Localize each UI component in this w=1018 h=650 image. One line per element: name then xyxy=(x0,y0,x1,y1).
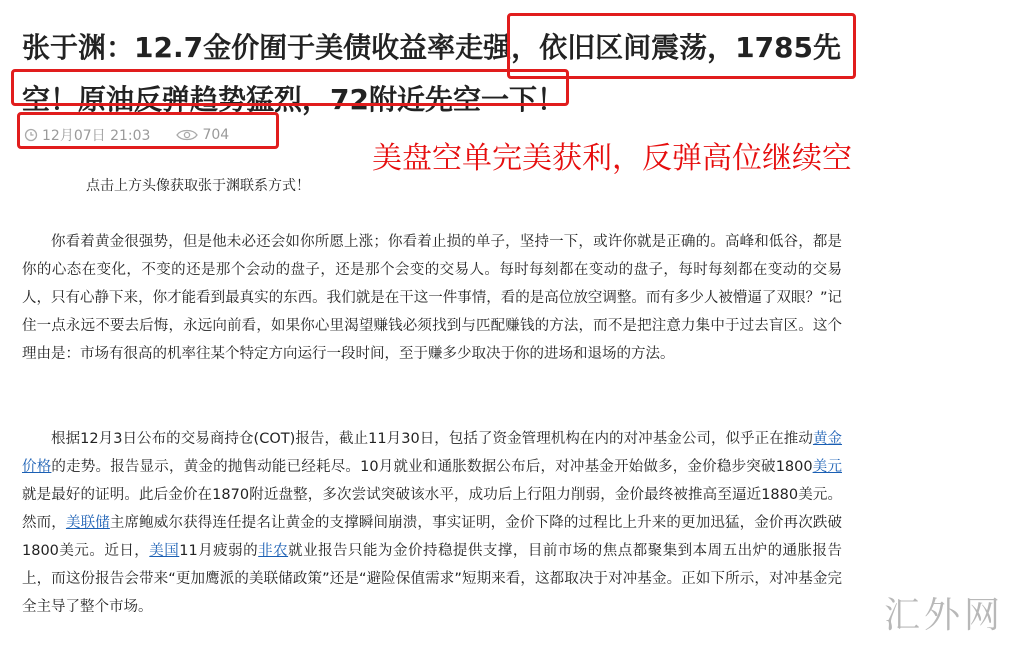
text-segment: 根据12月3日公布的交易商持仓(COT)报告，截止11月30日，包括了资金管理机构在内的对冲基金公司，似乎正在推动 xyxy=(51,431,813,447)
text-segment: 主席鲍威尔获得连任提名让黄金的支撑瞬间崩溃，事实证明，金价下降的过程比上升来的更加迅猛，金价再次跌破1800美元。近日， xyxy=(22,515,842,559)
watermark: 汇外网 xyxy=(883,595,1004,636)
highlight-box-oil xyxy=(11,69,569,106)
red-annotation: 美盘空单完美获利，反弹高位继续空 xyxy=(372,141,852,176)
text-segment: 11月疲弱的 xyxy=(179,543,259,559)
keyword-link-nfp[interactable]: 非农 xyxy=(258,543,289,559)
keyword-link-gold-price[interactable]: 黄金价格 xyxy=(22,431,843,475)
text-segment: 的走势。报告显示，黄金的抛售动能已经耗尽。10月就业和通胀数据公布后，对冲基金开始做多，金价稳步突破1800 xyxy=(51,459,813,475)
keyword-link-fed[interactable]: 美联储 xyxy=(65,515,110,531)
clock-icon xyxy=(24,128,38,142)
keyword-link-usa[interactable]: 美国 xyxy=(149,543,180,559)
publish-date: 12月07日 21:03 xyxy=(42,128,151,144)
text-segment: 就业报告只能为金价持稳提供支撑，目前市场的焦点都聚集到本周五出炉的通胀报告上，而这份报告会带来“更加鹰派的美联储政策”还是“避险保值需求”短期来看，这都取决于对冲基金。正如下所示，对冲基金完全主导了整个市场。 xyxy=(22,543,843,615)
article-meta xyxy=(24,124,229,146)
article-title: 张于渊：12.7金价囿于美债收益率走强，依旧区间震荡，1785先空！原油反弹趋势猛烈，72附近先空一下！ xyxy=(22,31,842,116)
view-count: 704 xyxy=(202,127,230,143)
text-segment: 就是最好的证明。此后金价在1870附近盘整，多次尝试突破该水平，成功后上行阻力削弱，金价最终被推高至逼近1880美元。然而， xyxy=(22,487,842,531)
paragraph-mindset: 你看着黄金很强势，但是他未必还会如你所愿上涨；你看着止损的单子，坚持一下，或许你就是正确的。高峰和低谷，都是你的心态在变化，不变的还是那个会动的盘子，还是那个会变的交易人。每时每刻都在变动的盘子，每时每刻都在变动的交易人，只有心静下来，你才能看到最真实的东西。我们就是在干这一件事情，看的是高位放空调整。而有多少人被懵逼了双眼？”记住一点永远不要去后悔，永远向前看，如果你心里渴望赚钱必须找到与匹配赚钱的方法，而不是把注意力集中于过去盲区。这个理由是：市场有很高的机率往某个特定方向运行一段时间，至于赚多少取决于你的进场和退场的方法。 xyxy=(22,234,842,362)
paragraph-cot-report xyxy=(22,425,842,621)
view-count-group xyxy=(176,127,229,143)
keyword-link-usd[interactable]: 美元 xyxy=(812,459,842,475)
contact-note: 点击上方头像获取张于渊联系方式！ xyxy=(86,178,310,194)
eye-icon xyxy=(176,128,198,142)
